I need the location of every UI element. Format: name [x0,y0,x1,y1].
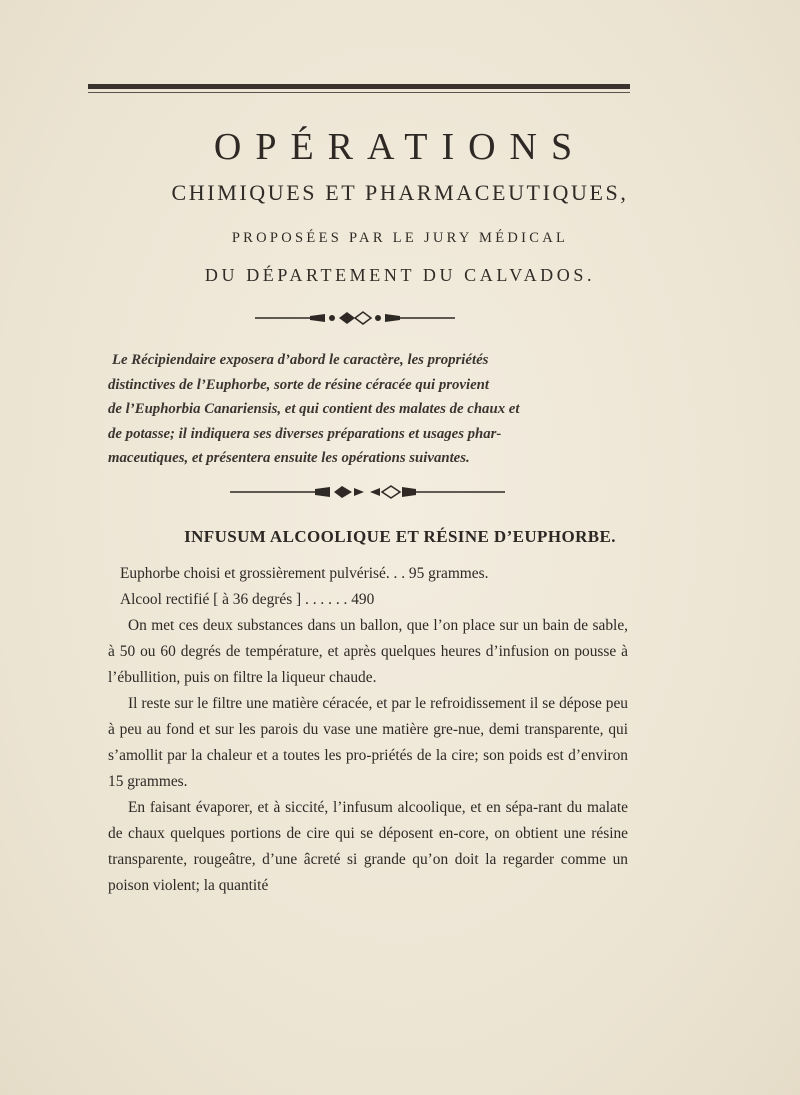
body-text [108,613,628,899]
ornament-divider-bottom [230,485,505,499]
page-title: OPÉRATIONS [213,126,587,168]
recipe-item: Alcool rectifié [ à 36 degrés ] . . . . . . 490 [120,591,375,608]
intro-line: maceutiques, et présentera ensuite les opérations suivantes. [108,450,470,466]
intro-paragraph [108,348,628,471]
body-paragraph: En faisant évaporer, et à siccité, l’infusum alcoolique, et en sépa-rant du malate de chaux quelques portions de cire qui se déposent en-core, on obtient une résine transparente, rougeâtre, d’une âcreté si grande qu’on doit la regarder comme un poison violent; la quantité [108,799,628,894]
section-title: INFUSUM ALCOOLIQUE ET RÉSINE D’EUPHORBE. [184,527,616,546]
department-line: DU DÉPARTEMENT DU CALVADOS. [204,265,596,285]
recipe-item: Euphorbe choisi et grossièrement pulvérisé. . . 95 grammes. [120,565,489,582]
intro-line: distinctives de l’Euphorbe, sorte de résine céracée qui provient [108,376,489,393]
recipe-block [108,561,628,621]
intro-line: de l’Euphorbia Canariensis, et qui contient des malates de chaux et [108,401,520,417]
proposed-line: PROPOSÉES PAR LE JURY MÉDICAL [231,230,569,246]
page-subtitle: CHIMIQUES ET PHARMACEUTIQUES, [171,180,629,205]
top-rule-thin [88,92,630,93]
ornament-divider-top [255,311,455,325]
body-paragraph: Il reste sur le filtre une matière céracée, et par le refroidissement il se dépose peu à peu au fond et sur les parois du vase une matière gre-nue, demi transparente, qui s’amollit par la chaleur et a toutes les pro-priétés de la cire; son poids est d’environ 15 grammes. [108,695,628,790]
intro-line: Le Récipiendaire exposera d’abord le caractère, les propriétés [112,352,489,368]
intro-line: de potasse; il indiquera ses diverses préparations et usages phar- [108,425,502,442]
body-paragraph: On met ces deux substances dans un ballon, que l’on place sur un bain de sable, à 50 ou 60 degrés de température, et après quelques heures d’infusion on pousse à l’ébullition, puis on filtre la liqueur chaude. [108,617,628,686]
top-rule [88,84,630,89]
